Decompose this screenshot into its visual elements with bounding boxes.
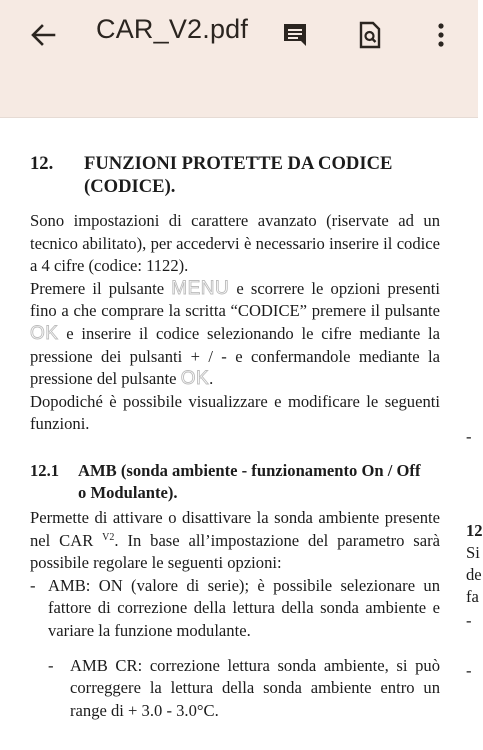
menu-key-label: MENU	[171, 277, 230, 299]
comment-icon	[281, 21, 309, 49]
comment-button[interactable]	[278, 18, 312, 52]
ok-key-label: OK	[180, 368, 210, 390]
bullet-dash: -	[30, 575, 36, 595]
paragraph-text: Premere il pulsante	[30, 278, 172, 298]
app-bar	[0, 0, 478, 80]
subsection-title	[78, 460, 420, 504]
bullet-dash: -	[48, 655, 54, 675]
subsection-heading	[30, 460, 440, 504]
sub-list-item-text: AMB CR: correzione lettura sonda ambiente, si può correggere la lettura della sonda ambiente entro un range di + 3.0 - 3.0°C.	[70, 655, 440, 720]
subsection-title-line1: AMB (sonda ambiente - funzionamento On / Off	[78, 460, 421, 480]
adjacent-page-fragment: Si	[466, 543, 480, 562]
paragraph-text: .	[209, 369, 214, 389]
list-item-text: AMB: ON (valore di serie); è possibile selezionare un fattore di correzione della lettura della sonda ambiente e variare la funzione modulante.	[48, 575, 440, 640]
ok-key-label: OK	[30, 322, 59, 344]
superscript: V2	[102, 531, 115, 543]
section-title	[84, 152, 392, 198]
paragraph	[30, 507, 440, 575]
subsection-number: 12.1	[30, 460, 60, 480]
more-vert-icon	[436, 21, 446, 49]
section-title-line2: (CODICE).	[84, 176, 176, 197]
subsection-title-line2: o Modulante).	[78, 482, 178, 502]
sub-list-item	[48, 655, 440, 723]
paragraph: Dopodiché è possibile visualizzare e modificare le seguenti funzioni.	[30, 391, 440, 434]
adjacent-page-fragment: de	[466, 565, 482, 584]
adjacent-page-fragment: 12	[466, 521, 483, 540]
find-in-page-icon	[357, 21, 383, 49]
paragraph: Sono impostazioni di carattere avanzato (riservate ad un tecnico abilitato), per accedervi è necessario inserire il codice a 4 cifre (codice: 1122).	[30, 211, 440, 276]
document-content	[30, 152, 440, 722]
paragraph-text: . In base all’impostazione del parametro sarà possibile regolare le seguenti opzioni:	[30, 530, 440, 573]
find-in-page-button[interactable]	[353, 18, 387, 52]
list-item	[30, 575, 440, 643]
adjacent-page-fragment: -	[466, 611, 472, 630]
section-number: 12.	[30, 153, 54, 174]
toolbar-strip	[0, 80, 478, 118]
paragraph-text: e scorrere le opzioni presenti fino a che comprare la scritta “CODICE” premere il pulsante	[30, 278, 441, 321]
paragraph-text: e inserire il codice selezionando le cifre mediante la pressione dei pulsanti + / - e confermandole mediante la pressione del pulsante	[30, 323, 440, 389]
back-button[interactable]	[26, 18, 60, 52]
adjacent-page-fragment: -	[466, 427, 472, 446]
adjacent-page-fragment: -	[466, 661, 472, 680]
paragraph	[30, 278, 440, 391]
more-options-button[interactable]	[424, 18, 458, 52]
paragraph-text: Permette di attivare o disattivare la sonda ambiente presente nel CAR	[30, 507, 440, 550]
back-arrow-icon	[30, 22, 56, 48]
adjacent-page-fragment: fa	[466, 587, 479, 606]
section-heading	[30, 152, 440, 198]
document-title: CAR_V2.pdf	[96, 14, 249, 44]
section-title-line1: FUNZIONI PROTETTE DA CODICE	[84, 153, 393, 174]
